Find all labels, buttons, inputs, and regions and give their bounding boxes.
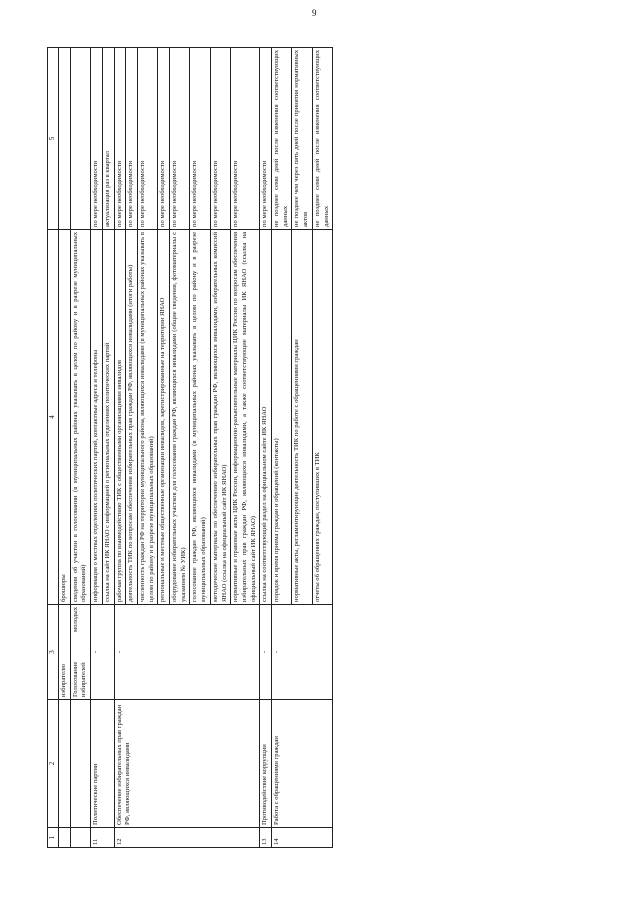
- header-col-5: 5: [48, 48, 59, 230]
- content-cell: региональные и местные общественные организации инвалидов, зарегистрированные на территории ЯНАО: [158, 230, 170, 605]
- frequency-cell: по мере необходимости: [126, 48, 138, 230]
- table-row: [114, 48, 126, 848]
- frequency-cell: по мере необходимости: [91, 48, 103, 230]
- frequency-cell: по мере необходимости: [210, 48, 230, 230]
- table-row: [272, 48, 292, 848]
- content-cell: ссылка на сайт ИК ЯНАО с информацией о региональных отделениях политических партий: [102, 230, 114, 605]
- row-name: Политические партии: [91, 700, 114, 828]
- frequency-cell: по мере необходимости: [114, 48, 126, 230]
- header-row: [48, 48, 59, 848]
- content-cell: методические материалы по обеспечению избирательных прав граждан РФ, являющихся инвалидами, избирательных комиссий ЯНАО (ссылка на официальный сайт ИК ЯНАО): [210, 230, 230, 605]
- content-cell: порядок и время приема граждан и обращений (контакты): [272, 230, 292, 605]
- frequency-cell: по мере необходимости: [260, 48, 272, 230]
- content-cell: голосование граждан РФ, являющихся инвалидами (в муниципальных районах указывать в целом по району и в разрезе муниципальных образований): [190, 230, 210, 605]
- table-row: [70, 48, 90, 848]
- content-cell: ссылка на соответствующий раздел на официальном сайте ИК ЯНАО: [260, 230, 272, 605]
- row-number: 11: [91, 828, 114, 848]
- page-number: 9: [312, 8, 317, 18]
- frequency-cell: по мере необходимости: [158, 48, 170, 230]
- section-cell: -: [260, 605, 272, 700]
- content-cell: информация о местных отделениях политических партий, контактные адреса и телефоны: [91, 230, 103, 605]
- section-cell: -: [272, 605, 333, 700]
- row-name: Работа с обращениями граждан: [272, 700, 333, 828]
- table-row: [260, 48, 272, 848]
- frequency-cell: по мере необходимости: [137, 48, 157, 230]
- frequency-cell: не позднее семи дней после изменения соответствующих данных: [272, 48, 292, 230]
- frequency-cell: не позднее чем через пять дней после принятия нормативных актов: [292, 48, 312, 230]
- header-col-2: 2: [48, 700, 59, 828]
- content-cell: численность граждан РФ на территории муниципального района, являющихся инвалидами (в муниципальных районах указывать в целом по району и в разрезе муниципальных образований): [137, 230, 157, 605]
- content-cell: нормативные акты, регламентирующие деятельность ТИК по работе с обращениями граждан: [292, 230, 312, 605]
- row-name: Противодействие коррупции: [260, 700, 272, 828]
- section-cell: Голосование молодых избирателей: [70, 605, 90, 700]
- content-cell: оборудование избирательных участков для голосования граждан РФ, являющихся инвалидами (общие сведения, фотоматериалы с указанием № УИК): [170, 230, 190, 605]
- row-number: 13: [260, 828, 272, 848]
- row-number: 12: [114, 828, 260, 848]
- content-cell: рабочая группа по взаимодействию ТИК с общественными организациями инвалидов: [114, 230, 126, 605]
- frequency-cell: не позднее семи дней после изменения соответствующих данных: [312, 48, 332, 230]
- frequency-cell: по мере необходимости: [190, 48, 210, 230]
- content-cell: сведения об участии в голосовании (в муниципальных районах указывать в целом по району и в разрезе муниципальных образований): [70, 230, 90, 605]
- row-number: 14: [272, 828, 333, 848]
- content-cell: брошюры: [59, 230, 71, 605]
- rotated-table-container: [47, 48, 607, 848]
- table-row: [91, 48, 103, 848]
- header-col-4: 4: [48, 230, 59, 605]
- publication-table: [47, 47, 333, 848]
- frequency-cell: [70, 48, 90, 230]
- frequency-cell: [59, 48, 71, 230]
- section-cell: -: [91, 605, 114, 700]
- frequency-cell: по мере необходимости: [170, 48, 190, 230]
- section-cell: избирателю: [59, 605, 71, 700]
- row-name: Обеспечение избирательных прав граждан РФ, являющихся инвалидами: [114, 700, 260, 828]
- content-cell: отчеты об обращениях граждан, поступивших в ТИК: [312, 230, 332, 605]
- content-cell: деятельность ТИК по вопросам обеспечения избирательных прав граждан РФ, являющихся инвалидами (итоги работы): [126, 230, 138, 605]
- table-row: [59, 48, 71, 848]
- header-col-1: 1: [48, 828, 59, 848]
- frequency-cell: по мере необходимости: [231, 48, 260, 230]
- section-cell: -: [114, 605, 260, 700]
- content-cell: нормативные и правовые акты ЦИК России, информационно-разъяснительные материалы ЦИК России по вопросам обеспечения избирательных прав граждан РФ, являющихся инвалидами, а также соответствующие материалы ИК ЯНАО (ссылка на официальный сайт ИК ЯНАО): [231, 230, 260, 605]
- header-col-3: 3: [48, 605, 59, 700]
- frequency-cell: актуализация раз в квартал: [102, 48, 114, 230]
